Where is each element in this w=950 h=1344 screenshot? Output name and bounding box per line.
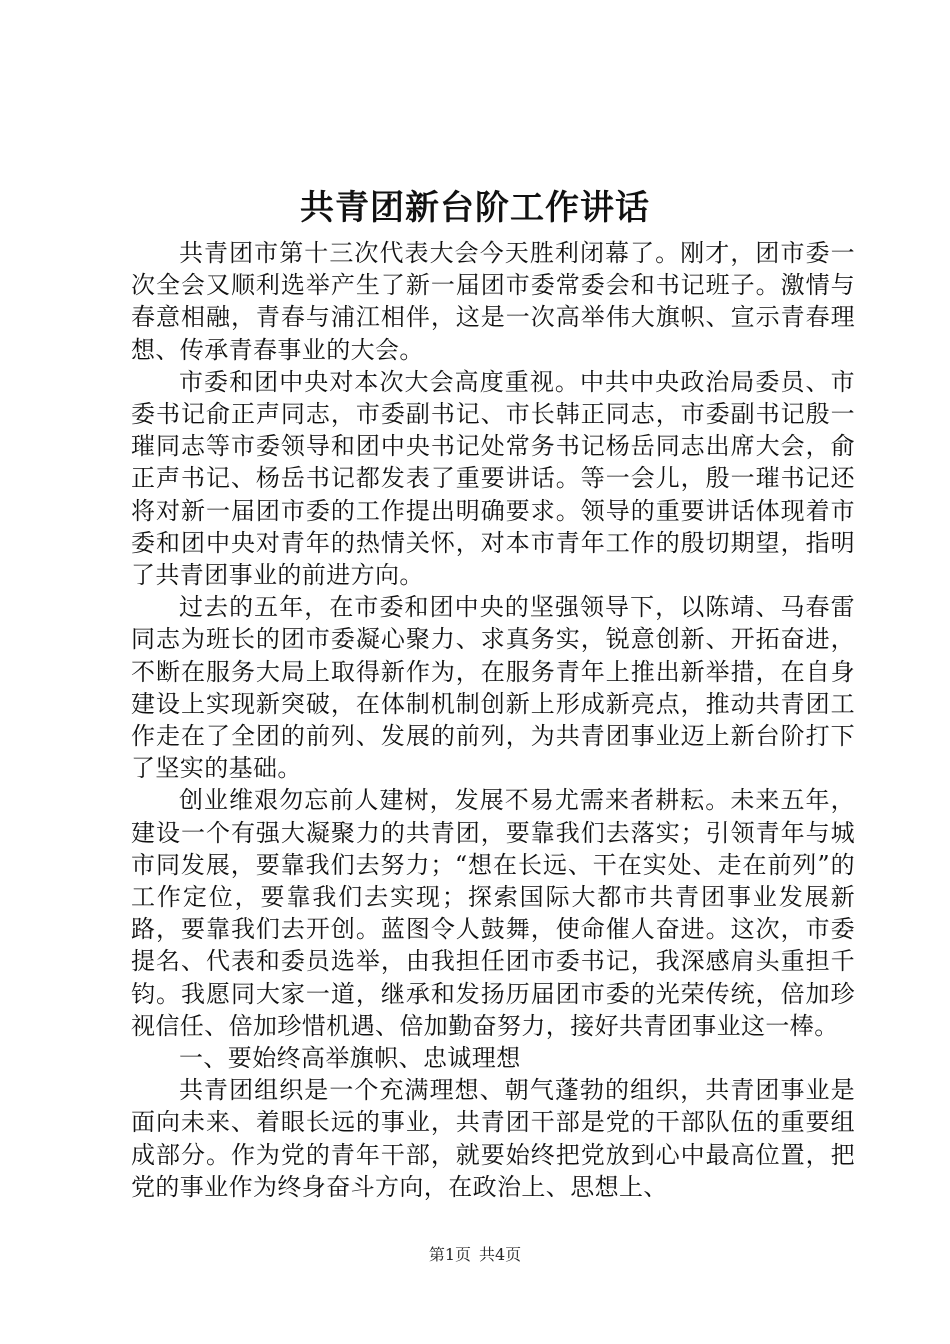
paragraph-1: 共青团市第十三次代表大会今天胜利闭幕了。刚才，团市委一次全会又顺利选举产生了新一届团市委常委会和书记班子。激情与春意相融，青春与浦江相伴，这是一次高举伟大旗帜、宣示青春理想、传承青春事业的大会。: [131, 239, 855, 364]
paragraph-5: 共青团组织是一个充满理想、朝气蓬勃的组织，共青团事业是面向未来、着眼长远的事业，共青团干部是党的干部队伍的重要组成部分。作为党的青年干部，就要始终把党放到心中最高位置，把党的事业作为终身奋斗方向，在政治上、思想上、: [131, 1076, 855, 1201]
document-body: [131, 237, 855, 1203]
document-title: 共青团新台阶工作讲话: [300, 188, 650, 228]
paragraph-2: 市委和团中央对本次大会高度重视。中共中央政治局委员、市委书记俞正声同志，市委副书记、市长韩正同志，市委副书记殷一璀同志等市委领导和团中央书记处常务书记杨岳同志出席大会，俞正声书记、杨岳书记都发表了重要讲话。等一会儿，殷一璀书记还将对新一届团市委的工作提出明确要求。领导的重要讲话体现着市委和团中央对青年的热情关怀，对本市青年工作的殷切期望，指明了共青团事业的前进方向。: [131, 367, 855, 590]
paragraph-3: 过去的五年，在市委和团中央的坚强领导下，以陈靖、马春雷同志为班长的团市委凝心聚力、求真务实，锐意创新、开拓奋进，不断在服务大局上取得新作为，在服务青年上推出新举措，在自身建设上实现新突破，在体制机制创新上形成新亮点，推动共青团工作走在了全团的前列、发展的前列，为共青团事业迈上新台阶打下了坚实的基础。: [131, 593, 855, 783]
paragraph-4: 创业维艰勿忘前人建树，发展不易尤需来者耕耘。未来五年，建设一个有强大凝聚力的共青团，要靠我们去落实；引领青年与城市同发展，要靠我们去努力；“想在长远、干在实处、走在前列”的工作定位，要靠我们去实现；探索国际大都市共青团事业发展新路，要靠我们去开创。蓝图令人鼓舞，使命催人奋进。这次，市委提名、代表和委员选举，由我担任团市委书记，我深感肩头重担千钧。我愿同大家一道，继承和发扬历届团市委的光荣传统，倍加珍视信任、倍加珍惜机遇、倍加勤奋努力，接好共青团事业这一棒。: [131, 786, 855, 1040]
page-footer: [0, 1243, 950, 1267]
page-total: 共4页: [479, 1245, 522, 1264]
section-heading-1: 一、要始终高举旗帜、忠诚理想: [179, 1044, 521, 1073]
page-number: 第1页: [428, 1245, 471, 1264]
